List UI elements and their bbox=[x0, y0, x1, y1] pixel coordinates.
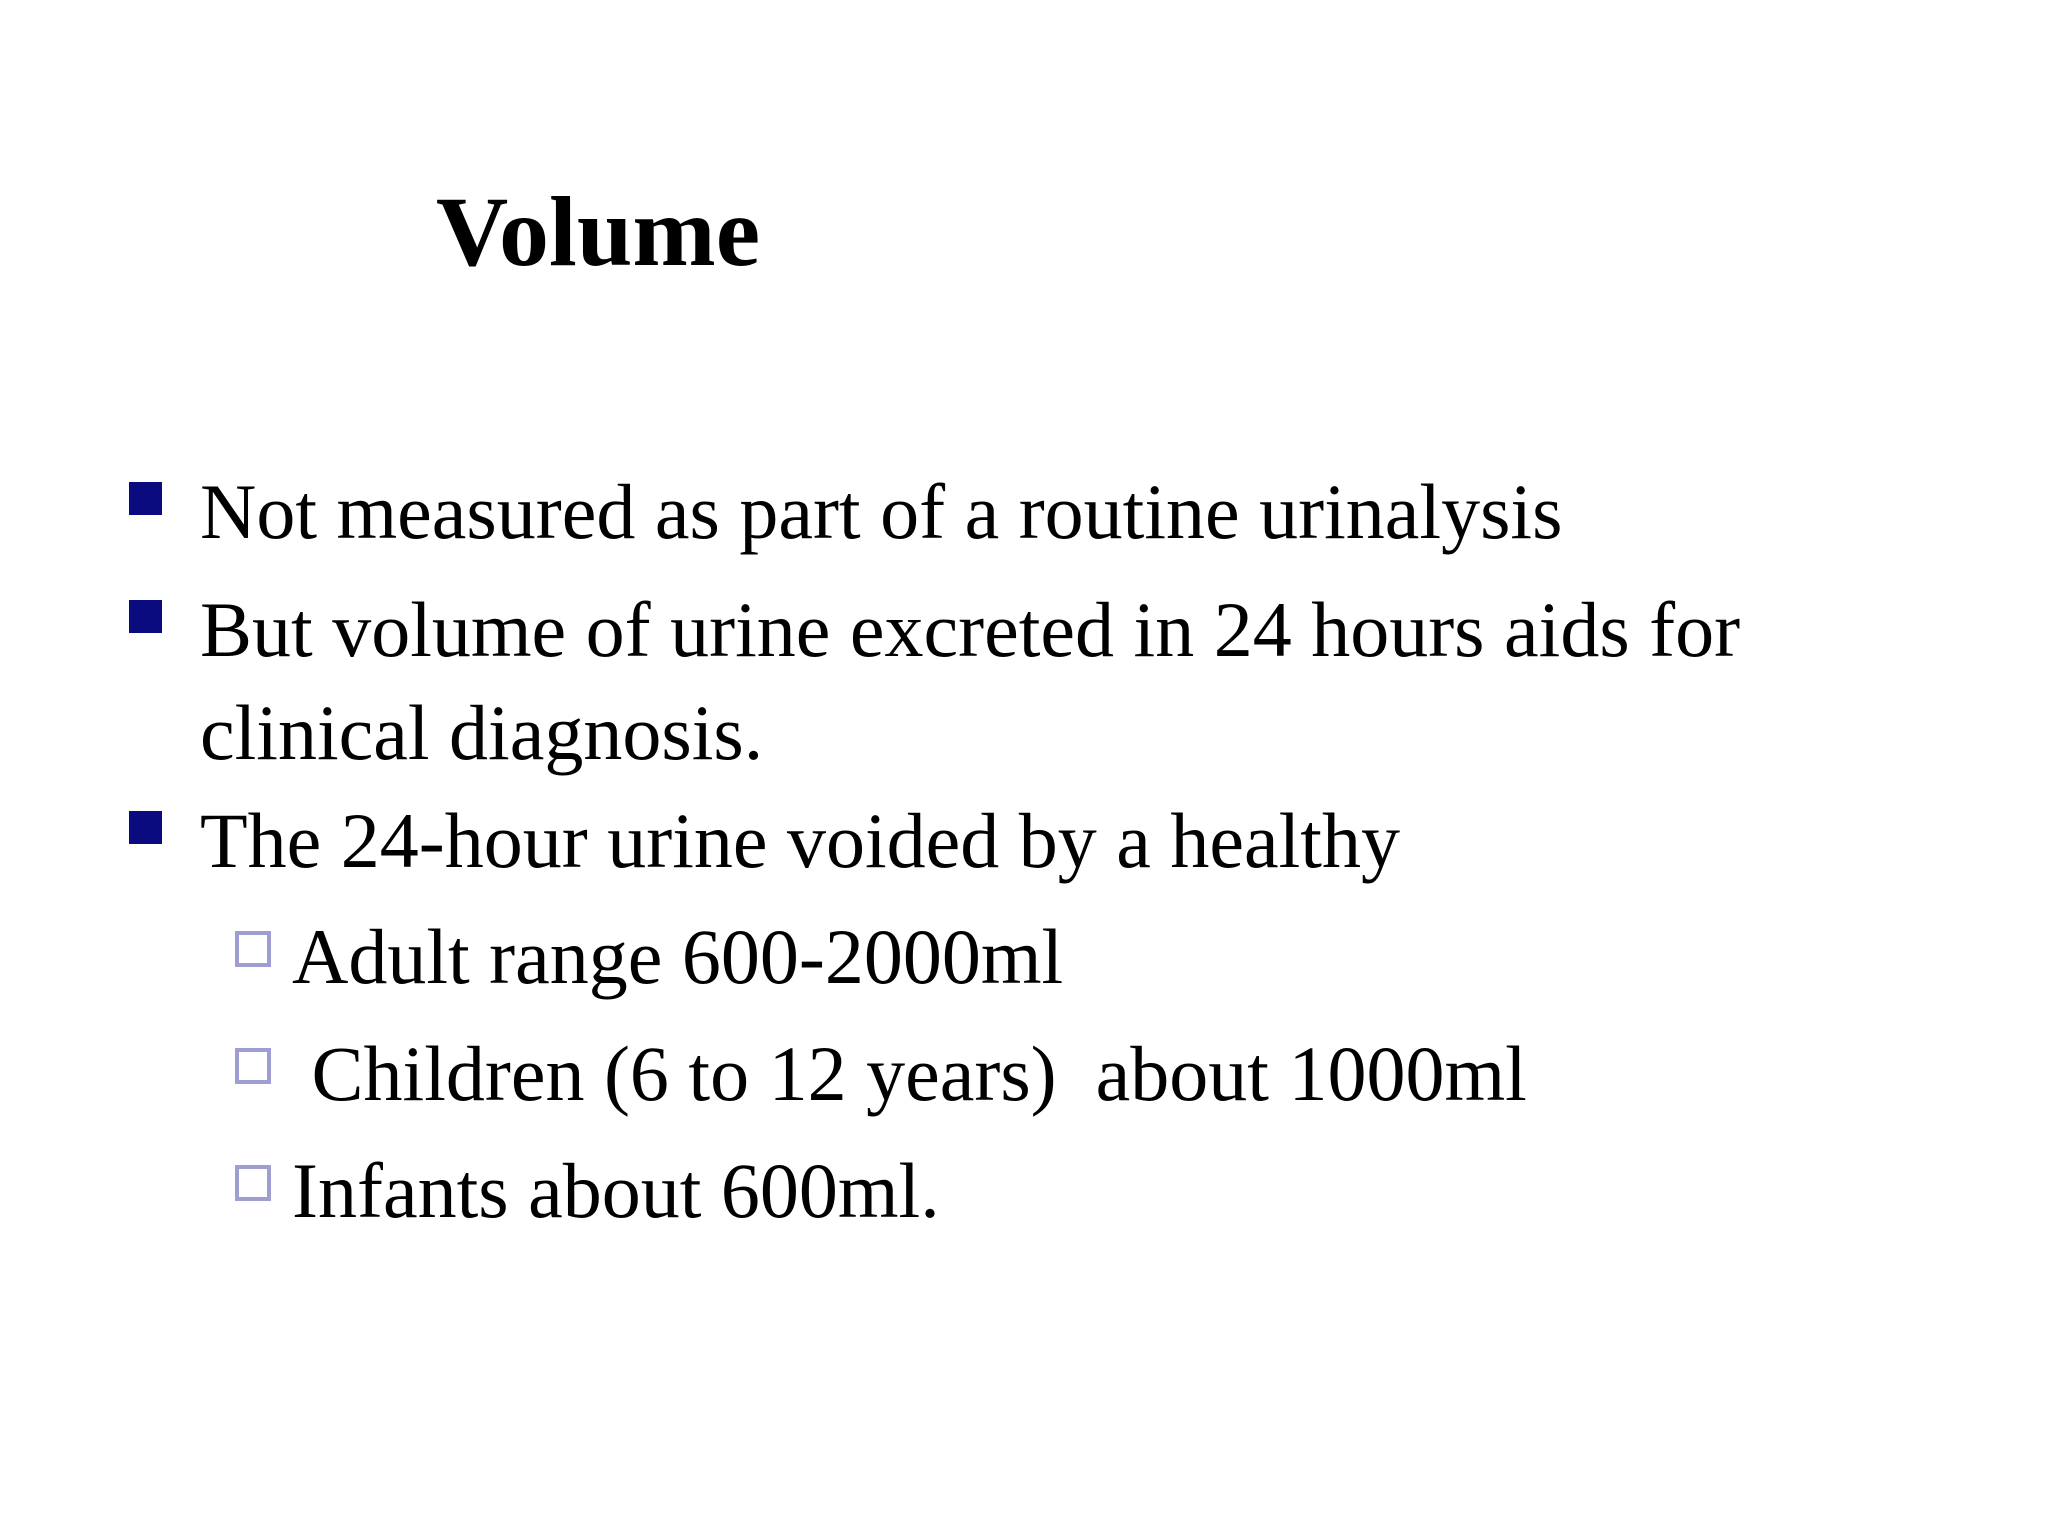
sub-bullet-item bbox=[292, 905, 1932, 1008]
sub-bullet-text: Children (6 to 12 years) about 1000ml bbox=[292, 1030, 1527, 1117]
sub-bullet-text: Infants about 600ml. bbox=[292, 1147, 940, 1234]
sub-bullet-item bbox=[292, 1139, 1932, 1242]
bullet-text: But volume of urine excreted in 24 hours aids for clinical diagnosis. bbox=[200, 586, 1741, 776]
bullet-item bbox=[200, 578, 1840, 784]
filled-square-icon bbox=[129, 600, 162, 633]
hollow-square-icon bbox=[235, 1165, 271, 1201]
sub-bullet-text: Adult range 600-2000ml bbox=[292, 913, 1064, 1000]
filled-square-icon bbox=[129, 482, 162, 515]
bullet-item bbox=[200, 460, 1840, 563]
sub-bullet-item bbox=[292, 1022, 1932, 1125]
filled-square-icon bbox=[129, 811, 162, 844]
hollow-square-icon bbox=[235, 1048, 271, 1084]
bullet-item bbox=[200, 789, 1840, 892]
bullet-text: The 24-hour urine voided by a healthy bbox=[200, 797, 1400, 884]
hollow-square-icon bbox=[235, 931, 271, 967]
bullet-text: Not measured as part of a routine urinalysis bbox=[200, 468, 1563, 555]
slide-title: Volume bbox=[436, 176, 761, 287]
